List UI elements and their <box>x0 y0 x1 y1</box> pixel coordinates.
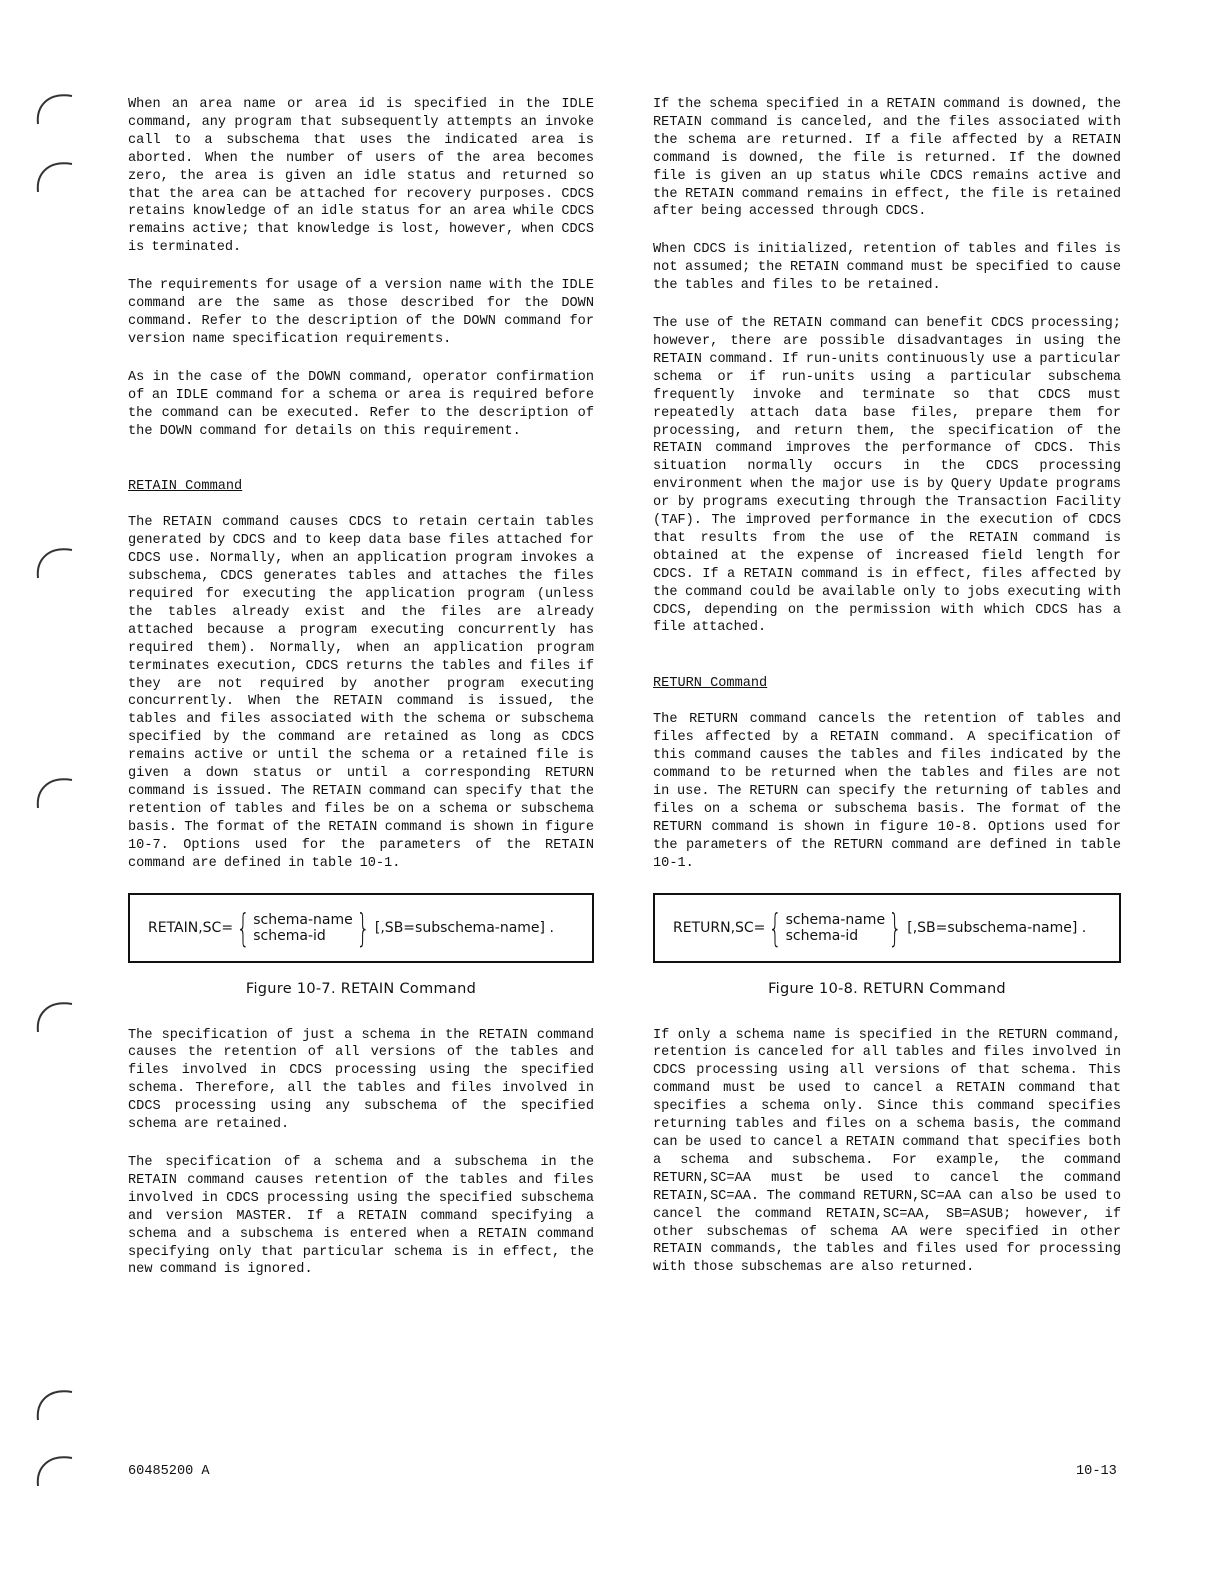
schema-alternatives <box>786 912 885 944</box>
right-brace-glyph: } <box>888 905 902 950</box>
left-brace-glyph: { <box>768 905 783 950</box>
document-number: 60485200 A <box>128 1464 210 1479</box>
return-command-heading: RETURN Command <box>653 676 768 692</box>
binder-ring-mark <box>34 154 76 194</box>
binder-ring-mark <box>34 1448 76 1488</box>
return-schema-only-paragraph: If only a schema name is specified in the RETURN command, retention is canceled for all tables and files involved in CDCS processing using all versions of that schema. This command must be used to cancel a RETAIN command that specifies a schema only. Since this command specifies returning tables and files on a schema basis, the command can be used to cancel a RETAIN command that specifies both a schema and subschema. For example, the command RETURN,SC=AA must be used to cancel the command RETAIN,SC=AA. The command RETURN,SC=AA can also be used to cancel the command RETAIN,SC=AA, SB=ASUB; however, if other subschemas of schema AA were specified in other RETAIN commands, the tables and files used for processing with those subschemas are also returned. <box>653 1027 1121 1276</box>
idle-confirmation-paragraph: As in the case of the DOWN command, operator confirmation of an IDLE command for a schema or area is required before the command can be executed. Refer to the description of the DOWN command for details on this requirement. <box>128 369 594 439</box>
binder-ring-mark <box>34 994 76 1034</box>
binder-ring-mark <box>34 86 76 126</box>
alt-schema-id: schema-id <box>253 927 326 944</box>
subschema-option: [,SB=subschema-name] . <box>374 919 554 936</box>
binder-ring-mark <box>34 1382 76 1422</box>
subschema-option: [,SB=subschema-name] . <box>907 919 1087 936</box>
left-brace-glyph: { <box>236 905 250 950</box>
figure-10-8-box <box>653 893 1121 963</box>
retain-command-heading: RETAIN Command <box>128 479 243 495</box>
retain-description-paragraph: The RETAIN command causes CDCS to retain certain tables generated by CDCS and to keep data base files attached for CDCS use. Normally, when an application program invokes a subschema, CDCS generates tables and attaches the files required for executing the application program (unless the tables already exist and the files are already attached because a program executing concurrently has required them). Normally, when an application program terminates execution, CDCS returns the tables and files if they are not required by another program executing concurrently. When the RETAIN command is issued, the tables and files associated with the schema or subschema specified by the command are retained as long as CDCS remains active or until the schema or a retained file is given a down status or until a corresponding RETURN command is issued. The RETAIN command can specify that the retention of tables and files be on a schema or subschema basis. The format of the RETAIN command is shown in figure 10-7. Options used for the parameters of the RETAIN command are defined in table 10-1. <box>128 515 594 871</box>
binder-ring-mark <box>34 770 76 810</box>
retain-downed-paragraph: If the schema specified in a RETAIN command is downed, the RETAIN command is canceled, and the files associated with the schema are returned. If a file affected by a RETAIN command is downed, the file is returned. If the downed file is given an up status while CDCS remains active and the RETAIN command remains in effect, the file is retained after being accessed through CDCS. <box>653 97 1121 220</box>
retain-initialized-paragraph: When CDCS is initialized, retention of tables and files is not assumed; the RETAIN command must be specified to cause the tables and files to be retained. <box>653 242 1121 294</box>
alt-schema-id: schema-id <box>785 927 859 944</box>
alt-schema-name: schema-name <box>785 911 886 928</box>
right-column <box>653 96 1121 1297</box>
right-brace-glyph: } <box>356 905 370 950</box>
schema-alternatives <box>253 912 352 944</box>
return-description-paragraph: The RETURN command cancels the retention of tables and files affected by a RETAIN command. A specification of this command causes the tables and files indicated by the command to be returned when the tables and files are not in use. The RETURN can specify the returning of tables and files on a schema or subschema basis. The format of the RETURN command is shown in figure 10-8. Options used for the parameters of the RETURN command are defined in table 10-1. <box>653 712 1121 871</box>
retain-benefit-paragraph: The use of the RETAIN command can benefit CDCS processing; however, there are possible disadvantages in using the RETAIN command. If run-units continuously use a particular schema or if run-units using a particular subschema frequently invoke and terminate so that CDCS must repeatedly attach data base files, prepare them for processing, and return them, the specification of the RETAIN command improves the performance of CDCS. This situation normally occurs in the CDCS processing environment when the major use is by Query Update programs or by programs executing through the Transaction Facility (TAF). The improved performance in the execution of CDCS that results from the use of the RETAIN command is obtained at the expense of increased field length for CDCS. If a RETAIN command is in effect, files affected by the command could be available only to jobs executing with CDCS, depending on the permission with which CDCS has a file attached. <box>653 316 1121 636</box>
alt-schema-name: schema-name <box>253 911 353 928</box>
retain-schema-only-paragraph: The specification of just a schema in the RETAIN command causes the retention of all versions of the tables and files involved in CDCS processing using the specified schema. Therefore, all the tables and files involved in CDCS processing using any subschema of the specified schema are retained. <box>128 1027 594 1133</box>
binder-ring-mark <box>34 540 76 580</box>
page-number: 10-13 <box>1076 1464 1117 1479</box>
idle-version-paragraph: The requirements for usage of a version name with the IDLE command are the same as those described for the DOWN command. Refer to the description of the DOWN command for version name specification requirements. <box>128 278 594 347</box>
figure-10-7-box <box>128 893 594 963</box>
left-column <box>128 96 594 1299</box>
retain-schema-subschema-paragraph: The specification of a schema and a subschema in the RETAIN command causes retention of the tables and files involved in CDCS processing using the specified subschema and version MASTER. If a RETAIN command specifying a schema and a subschema is entered when a RETAIN command specifying only that particular schema is in effect, the new command is ignored. <box>128 1154 594 1278</box>
figure-10-8-caption: Figure 10-8. RETURN Command <box>768 980 1006 997</box>
idle-area-paragraph: When an area name or area id is specified in the IDLE command, any program that subsequently attempts an invoke call to a subschema that uses the indicated area is aborted. When the number of users of the area becomes zero, the area is given an idle status and returned so that the area can be attached for recovery purposes. CDCS retains knowledge of an idle status for an area while CDCS remains active; that knowledge is lost, however, when CDCS is terminated. <box>128 97 594 256</box>
figure-10-7-caption: Figure 10-7. RETAIN Command <box>245 980 477 997</box>
return-command-syntax: RETURN,SC= <box>673 919 766 936</box>
retain-command-syntax: RETAIN,SC= <box>148 919 234 936</box>
